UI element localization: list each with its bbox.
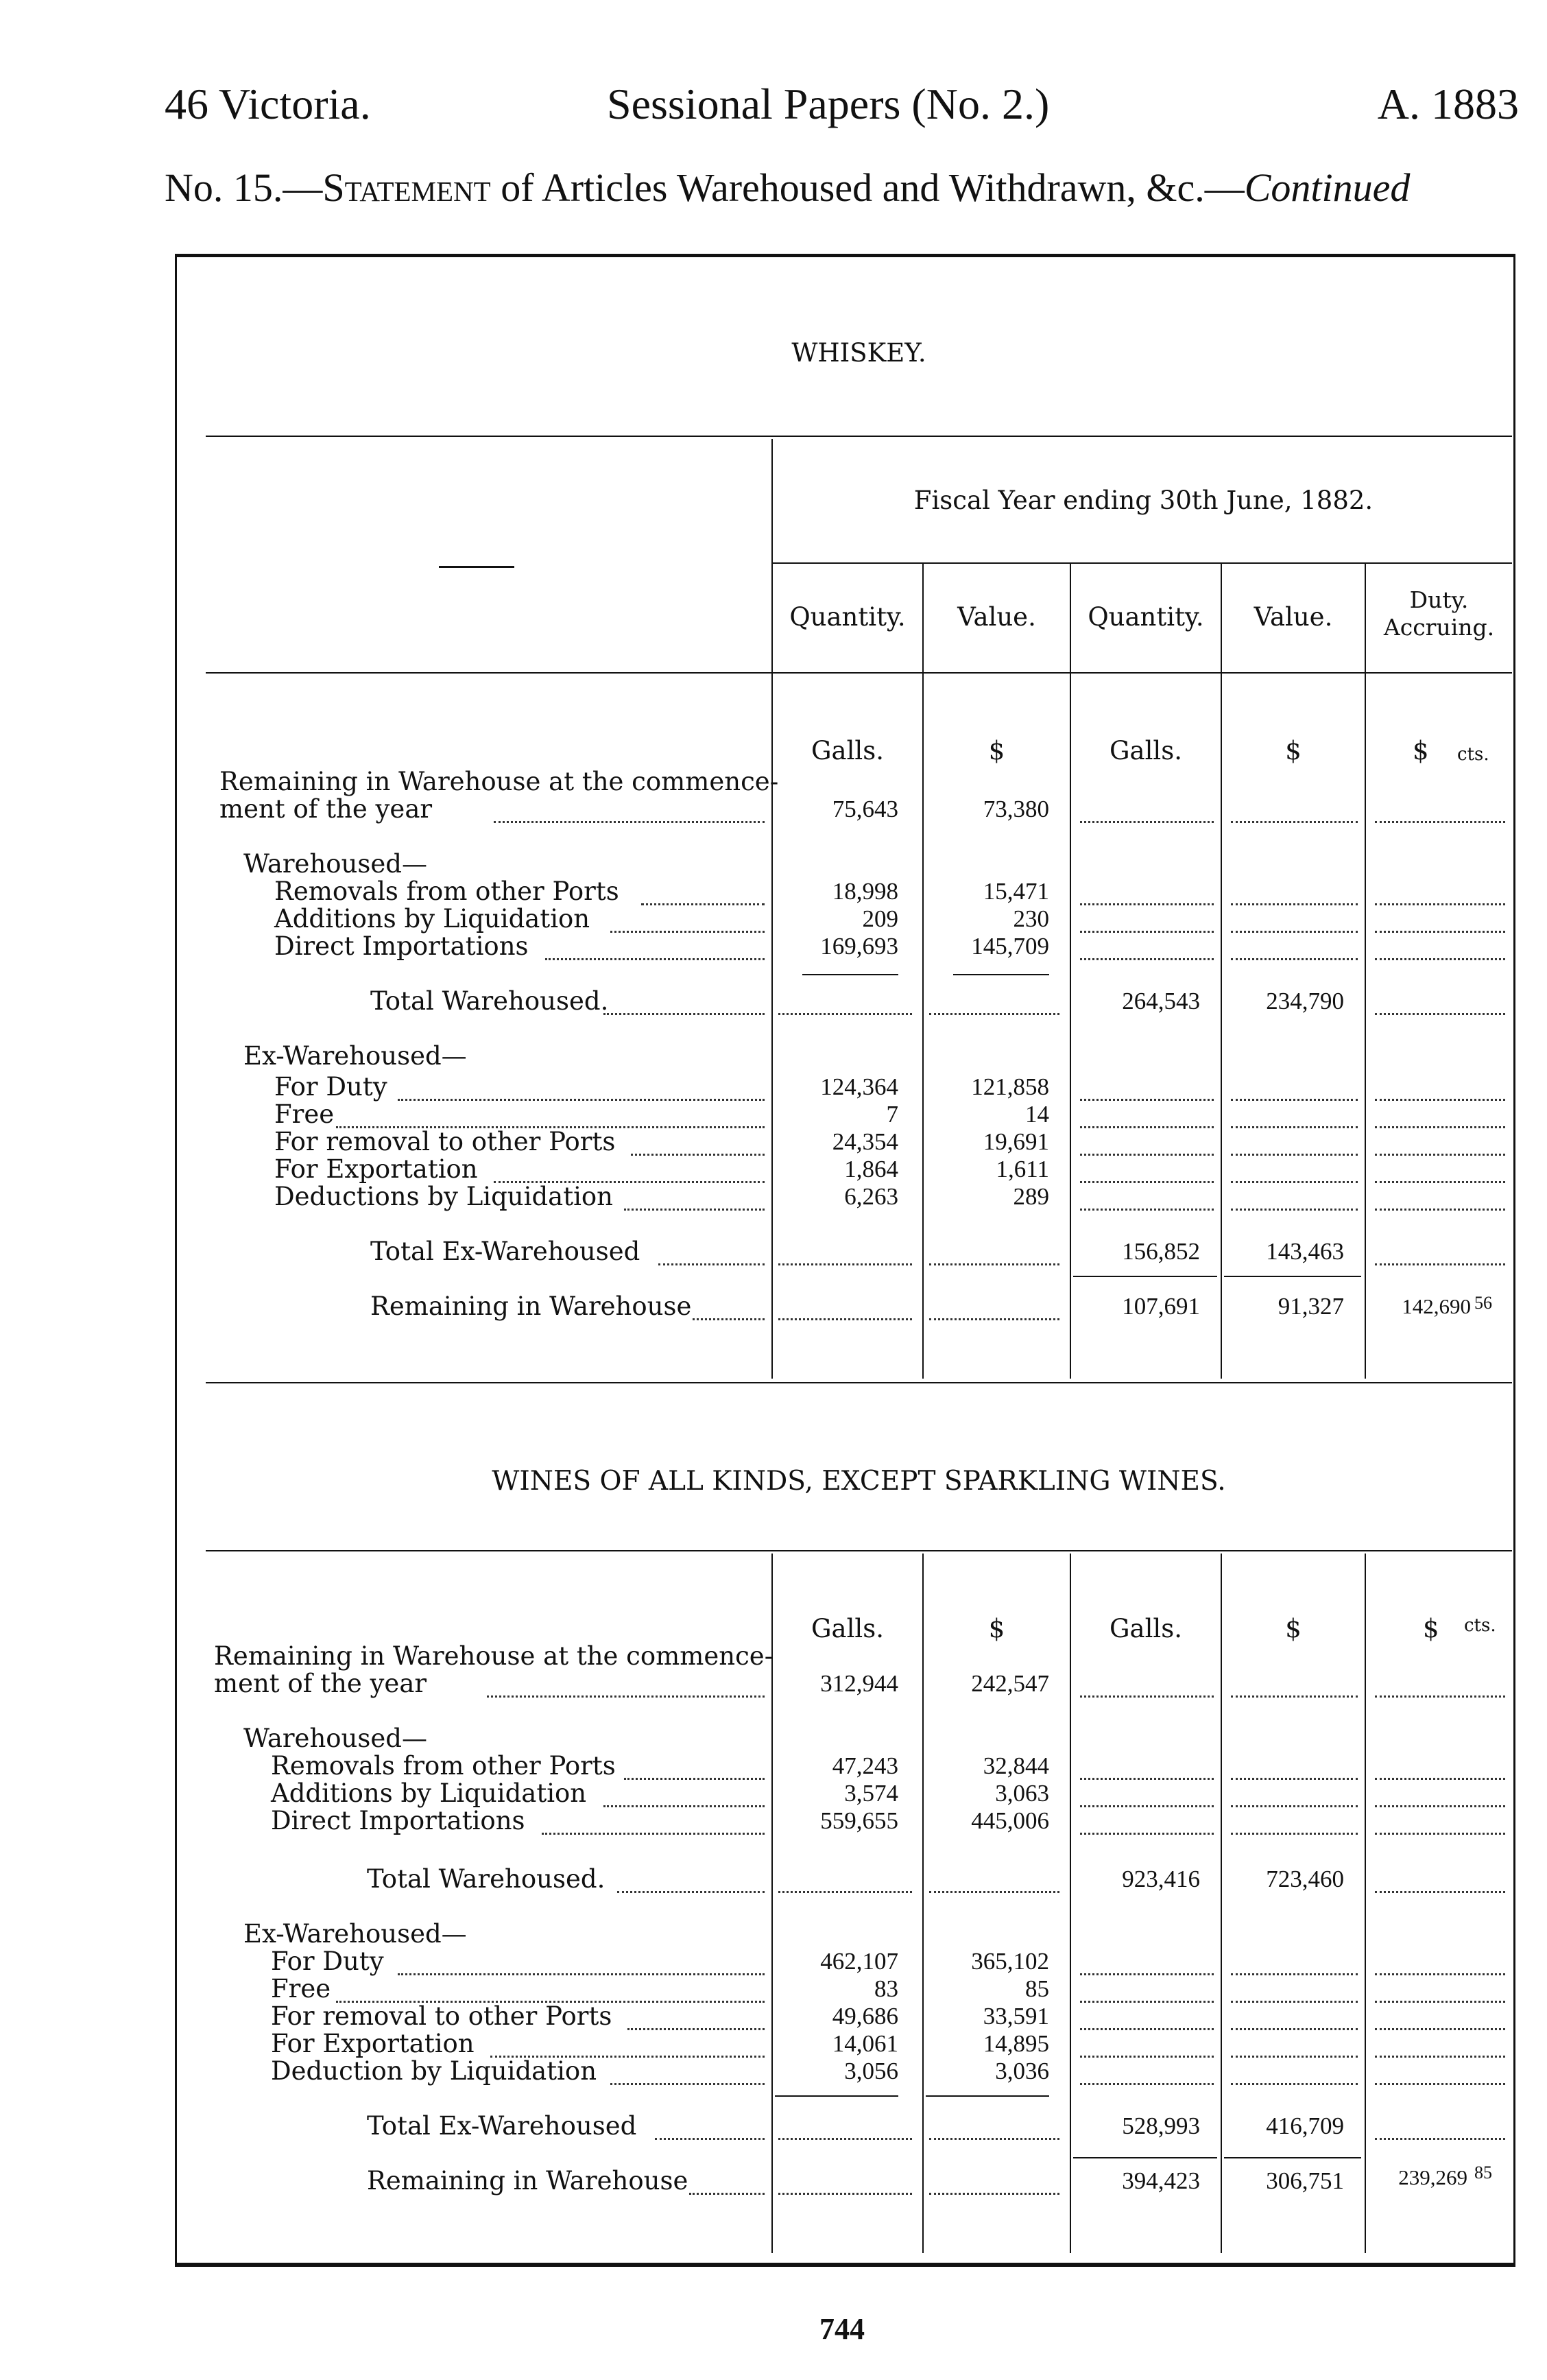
empty-dots	[929, 1293, 1059, 1320]
header-center: Sessional Papers (No. 2.)	[607, 80, 1050, 128]
empty-dots	[1080, 1101, 1214, 1128]
empty-dots	[1231, 878, 1358, 905]
rule-fiscal	[771, 562, 1512, 564]
wines-warehoused-row-label: Additions by Liquidation	[271, 1778, 587, 1808]
wines-ex-row-label: Deduction by Liquidation	[271, 2056, 597, 2086]
whiskey-warehoused-row-quantity: 18,998	[832, 878, 898, 905]
unit-dollar-3: $	[1423, 1614, 1439, 1643]
rule-section-end	[206, 1382, 1512, 1383]
empty-dots	[1231, 2058, 1358, 2085]
whiskey-remaining-start-value: 73,380	[983, 796, 1049, 822]
wines-ex-row-value: 14,895	[983, 2030, 1049, 2057]
whiskey-ex-row-value: 121,858	[971, 1073, 1049, 1100]
empty-dots	[1080, 1156, 1214, 1183]
leader-dots	[631, 1128, 765, 1156]
empty-dots	[1080, 1752, 1214, 1780]
empty-dots	[778, 1238, 912, 1265]
sum-rule	[1073, 1276, 1217, 1277]
sum-rule	[1224, 1276, 1361, 1277]
leader-dots	[336, 1975, 765, 2003]
wines-warehoused-row-label: Direct Importations	[271, 1806, 525, 1835]
empty-dots	[1375, 1073, 1505, 1101]
wines-total-warehoused-value: 723,460	[1266, 1866, 1344, 1892]
wines-ex-row-quantity: 14,061	[832, 2030, 898, 2057]
whiskey-remaining-label: Remaining in Warehouse	[370, 1292, 692, 1321]
wines-ex-heading: Ex-Warehoused—	[243, 1919, 467, 1949]
whiskey-ex-row-quantity: 6,263	[844, 1183, 898, 1210]
leader-dots	[655, 2113, 765, 2140]
whiskey-warehoused-row-value: 15,471	[983, 878, 1049, 905]
whiskey-warehoused-row-value: 145,709	[971, 933, 1049, 960]
empty-dots	[929, 988, 1059, 1015]
unit-dollar-1: $	[988, 736, 1005, 765]
col-rule-4	[1221, 562, 1222, 1379]
col-rule-w2	[922, 1554, 924, 2253]
whiskey-ex-row-label: Free	[274, 1099, 335, 1129]
empty-dots	[1231, 1807, 1358, 1835]
wines-remaining-value: 306,751	[1266, 2167, 1344, 2194]
empty-dots	[778, 2167, 912, 2195]
empty-dots	[1375, 1752, 1505, 1780]
whiskey-ex-row-value: 19,691	[983, 1128, 1049, 1155]
section-title-whiskey: WHISKEY.	[791, 338, 926, 368]
wines-remaining-quantity: 394,423	[1122, 2167, 1200, 2194]
leader-dots	[603, 988, 765, 1015]
empty-dots	[1231, 2003, 1358, 2030]
col-rule-2	[922, 562, 924, 1379]
wines-ex-row-value: 365,102	[971, 1948, 1049, 1975]
leader-dots	[658, 1238, 765, 1265]
empty-dots	[1231, 1670, 1358, 1698]
leader-dots	[627, 2003, 765, 2030]
wines-remaining-start-value: 242,547	[971, 1670, 1049, 1697]
leader-dots	[624, 1183, 765, 1211]
empty-dots	[1080, 796, 1214, 823]
empty-dots	[1375, 1128, 1505, 1156]
leader-dots	[398, 1948, 765, 1975]
page-header	[165, 79, 1519, 141]
wines-ex-row-label: For Duty	[271, 1947, 384, 1976]
col-rule-5	[1365, 562, 1366, 1379]
wines-warehoused-row-value: 32,844	[983, 1752, 1049, 1779]
wines-warehoused-row-quantity: 3,574	[844, 1780, 898, 1807]
subtitle-prefix: No. 15.—	[165, 165, 323, 210]
empty-dots	[1231, 2030, 1358, 2058]
empty-dots	[1231, 933, 1358, 960]
leader-dots	[693, 1293, 765, 1320]
fiscal-year-heading: Fiscal Year ending 30th June, 1882.	[913, 486, 1374, 515]
empty-dots	[1375, 2003, 1505, 2030]
whiskey-ex-row-label: For removal to other Ports	[274, 1127, 616, 1156]
whiskey-warehoused-row-quantity: 209	[862, 905, 898, 932]
empty-dots	[1375, 1807, 1505, 1835]
whiskey-warehoused-row-label: Direct Importations	[274, 931, 529, 961]
empty-dots	[1080, 1670, 1214, 1698]
leader-dots	[542, 1807, 765, 1835]
wines-remaining-duty-dollars: 239,269	[1398, 2165, 1467, 2189]
subtitle-caps: Statement	[322, 165, 491, 210]
unit-dollar-1: $	[988, 1614, 1005, 1643]
wines-ex-row-label: For Exportation	[271, 2029, 475, 2058]
wines-ex-row-quantity: 462,107	[820, 1948, 898, 1975]
col-rule-w3	[1070, 1554, 1071, 2253]
empty-dots	[778, 2113, 912, 2140]
col-header-quantity-2: Quantity.	[1088, 602, 1204, 632]
col-rule-w4	[1221, 1554, 1222, 2253]
whiskey-ex-row-quantity: 7	[886, 1101, 898, 1128]
leader-dots	[336, 1101, 765, 1128]
leader-dots	[689, 2167, 765, 2195]
whiskey-total-ex-value: 143,463	[1266, 1238, 1344, 1265]
empty-dots	[1375, 1101, 1505, 1128]
empty-dots	[1080, 1183, 1214, 1211]
whiskey-remaining-quantity: 107,691	[1122, 1293, 1200, 1320]
empty-dots	[1080, 1073, 1214, 1101]
leader-dots	[398, 1073, 765, 1101]
whiskey-ex-row-value: 14	[1025, 1101, 1049, 1128]
whiskey-remaining-value: 91,327	[1278, 1293, 1344, 1320]
empty-dots	[929, 2167, 1059, 2195]
page-number: 744	[819, 2312, 865, 2346]
wines-warehoused-row-value: 445,006	[971, 1807, 1049, 1834]
wines-ex-row-quantity: 3,056	[844, 2058, 898, 2084]
unit-dollar-2: $	[1285, 1614, 1302, 1643]
sum-rule	[802, 974, 898, 975]
leader-dots	[603, 1780, 765, 1807]
col-rule-w5	[1365, 1554, 1366, 2253]
empty-dots	[1231, 1780, 1358, 1807]
wines-warehoused-row-quantity: 47,243	[832, 1752, 898, 1779]
leader-dots	[545, 933, 765, 960]
leader-dots	[610, 905, 765, 933]
empty-dots	[778, 1293, 912, 1320]
empty-dots	[1375, 1670, 1505, 1698]
whiskey-warehoused-row-value: 230	[1013, 905, 1049, 932]
empty-dots	[1231, 1183, 1358, 1211]
empty-dots	[1375, 1780, 1505, 1807]
leader-dots	[641, 878, 765, 905]
empty-dots	[1080, 1780, 1214, 1807]
sum-rule	[926, 2095, 1049, 2097]
leader-dots	[487, 1670, 765, 1698]
empty-dots	[1375, 2058, 1505, 2085]
header-right: A. 1883	[1377, 80, 1519, 128]
wines-warehoused-row-value: 3,063	[995, 1780, 1049, 1807]
section-title-wines: WINES OF ALL KINDS, EXCEPT SPARKLING WINES.	[492, 1466, 1226, 1497]
sum-rule	[1073, 2157, 1217, 2158]
empty-dots	[1231, 1752, 1358, 1780]
empty-dots	[1231, 1156, 1358, 1183]
wines-ex-row-label: Free	[271, 1974, 331, 2003]
sum-rule	[953, 974, 1049, 975]
empty-dots	[1231, 1128, 1358, 1156]
wines-ex-row-value: 85	[1025, 1975, 1049, 2002]
rule-dash	[439, 566, 514, 568]
whiskey-warehoused-row-label: Additions by Liquidation	[274, 904, 590, 933]
wines-warehoused-heading: Warehoused—	[243, 1724, 427, 1753]
whiskey-warehoused-row-label: Removals from other Ports	[274, 877, 619, 906]
whiskey-total-ex-label: Total Ex-Warehoused	[370, 1237, 640, 1266]
col-header-value-2: Value.	[1254, 602, 1333, 632]
rule-columns	[206, 672, 1512, 674]
whiskey-warehoused-row-quantity: 169,693	[820, 933, 898, 960]
col-header-value-1: Value.	[957, 602, 1036, 632]
empty-dots	[1375, 2030, 1505, 2058]
col-header-duty: Duty.	[1409, 586, 1469, 613]
empty-dots	[1231, 1948, 1358, 1975]
col-rule-1	[771, 439, 773, 1379]
wines-total-ex-quantity: 528,993	[1122, 2113, 1200, 2139]
empty-dots	[1231, 1975, 1358, 2003]
empty-dots	[1375, 1975, 1505, 2003]
empty-dots	[1375, 1183, 1505, 1211]
whiskey-warehoused-heading: Warehoused—	[243, 849, 427, 879]
rule-title	[206, 436, 1512, 437]
empty-dots	[1231, 1101, 1358, 1128]
whiskey-ex-row-label: For Duty	[274, 1072, 387, 1102]
unit-cents: cts.	[1457, 744, 1489, 765]
empty-dots	[1231, 905, 1358, 933]
wines-remaining-start-quantity: 312,944	[820, 1670, 898, 1697]
empty-dots	[1375, 1238, 1505, 1265]
whiskey-ex-row-quantity: 1,864	[844, 1156, 898, 1182]
unit-cents: cts.	[1464, 1615, 1496, 1636]
empty-dots	[1375, 1866, 1505, 1893]
whiskey-ex-row-label: For Exportation	[274, 1154, 478, 1184]
wines-remaining-start-line2: ment of the year	[214, 1669, 427, 1698]
whiskey-total-warehoused-value: 234,790	[1266, 988, 1344, 1014]
empty-dots	[1080, 905, 1214, 933]
unit-galls-2: Galls.	[1109, 1614, 1183, 1643]
empty-dots	[1375, 905, 1505, 933]
wines-total-warehoused-quantity: 923,416	[1122, 1866, 1200, 1892]
wines-total-ex-value: 416,709	[1266, 2113, 1344, 2139]
empty-dots	[1375, 2113, 1505, 2140]
sum-rule	[1224, 2157, 1361, 2158]
empty-dots	[929, 1866, 1059, 1893]
empty-dots	[778, 1866, 912, 1893]
unit-galls-2: Galls.	[1109, 736, 1183, 765]
empty-dots	[1080, 2030, 1214, 2058]
empty-dots	[1080, 1807, 1214, 1835]
wines-ex-row-label: For removal to other Ports	[271, 2001, 612, 2031]
empty-dots	[929, 2113, 1059, 2140]
whiskey-remaining-start-line1: Remaining in Warehouse at the commence-	[219, 767, 779, 796]
wines-ex-row-value: 33,591	[983, 2003, 1049, 2030]
empty-dots	[1080, 1128, 1214, 1156]
wines-ex-row-quantity: 49,686	[832, 2003, 898, 2030]
header-left: 46 Victoria.	[165, 80, 371, 128]
sum-rule	[775, 2095, 898, 2097]
empty-dots	[1375, 1948, 1505, 1975]
empty-dots	[1080, 1948, 1214, 1975]
subtitle-rest: of Articles Warehoused and Withdrawn, &c.—	[490, 165, 1245, 210]
empty-dots	[1375, 988, 1505, 1015]
empty-dots	[1080, 878, 1214, 905]
empty-dots	[1080, 933, 1214, 960]
wines-warehoused-row-quantity: 559,655	[820, 1807, 898, 1834]
leader-dots	[494, 1156, 765, 1183]
rule-wines-title	[206, 1550, 1512, 1551]
empty-dots	[1375, 933, 1505, 960]
leader-dots	[610, 2058, 765, 2085]
wines-remaining-duty-cents: 85	[1474, 2163, 1492, 2182]
empty-dots	[1231, 796, 1358, 823]
leader-dots	[617, 1866, 765, 1893]
whiskey-total-warehoused-label: Total Warehoused.	[370, 986, 609, 1016]
whiskey-ex-row-value: 289	[1013, 1183, 1049, 1210]
unit-dollar-3: $	[1413, 736, 1429, 765]
whiskey-remaining-duty-cents: 56	[1474, 1293, 1492, 1313]
whiskey-ex-row-label: Deductions by Liquidation	[274, 1182, 614, 1211]
empty-dots	[778, 988, 912, 1015]
empty-dots	[929, 1238, 1059, 1265]
wines-total-warehoused-label: Total Warehoused.	[367, 1864, 605, 1894]
whiskey-remaining-duty-dollars: 142,690	[1402, 1294, 1471, 1318]
empty-dots	[1375, 1156, 1505, 1183]
whiskey-remaining-start-line2: ment of the year	[219, 794, 433, 824]
col-rule-3	[1070, 562, 1071, 1379]
whiskey-ex-row-value: 1,611	[996, 1156, 1049, 1182]
wines-remaining-start-line1: Remaining in Warehouse at the commence-	[214, 1641, 774, 1671]
whiskey-ex-heading: Ex-Warehoused—	[243, 1041, 467, 1071]
empty-dots	[1080, 2058, 1214, 2085]
unit-galls-1: Galls.	[811, 1614, 885, 1643]
leader-dots	[494, 796, 765, 823]
leader-dots	[624, 1752, 765, 1780]
wines-ex-row-quantity: 83	[874, 1975, 898, 2002]
wines-remaining-label: Remaining in Warehouse	[367, 2166, 688, 2195]
wines-ex-row-value: 3,036	[995, 2058, 1049, 2084]
whiskey-ex-row-quantity: 124,364	[820, 1073, 898, 1100]
col-header-accruing: Accruing.	[1383, 614, 1495, 641]
empty-dots	[1375, 796, 1505, 823]
empty-dots	[1080, 2003, 1214, 2030]
empty-dots	[1080, 1975, 1214, 2003]
whiskey-ex-row-quantity: 24,354	[832, 1128, 898, 1155]
empty-dots	[1231, 1073, 1358, 1101]
leader-dots	[490, 2030, 765, 2058]
col-header-quantity-1: Quantity.	[789, 602, 906, 632]
empty-dots	[1375, 878, 1505, 905]
wines-total-ex-label: Total Ex-Warehoused	[367, 2111, 637, 2141]
whiskey-total-warehoused-quantity: 264,543	[1122, 988, 1200, 1014]
unit-dollar-2: $	[1285, 736, 1302, 765]
whiskey-remaining-start-quantity: 75,643	[832, 796, 898, 822]
unit-galls-1: Galls.	[811, 736, 885, 765]
whiskey-total-ex-quantity: 156,852	[1122, 1238, 1200, 1265]
subtitle-continued: Continued	[1244, 165, 1411, 210]
wines-warehoused-row-label: Removals from other Ports	[271, 1751, 616, 1781]
document-subtitle	[165, 165, 1529, 211]
